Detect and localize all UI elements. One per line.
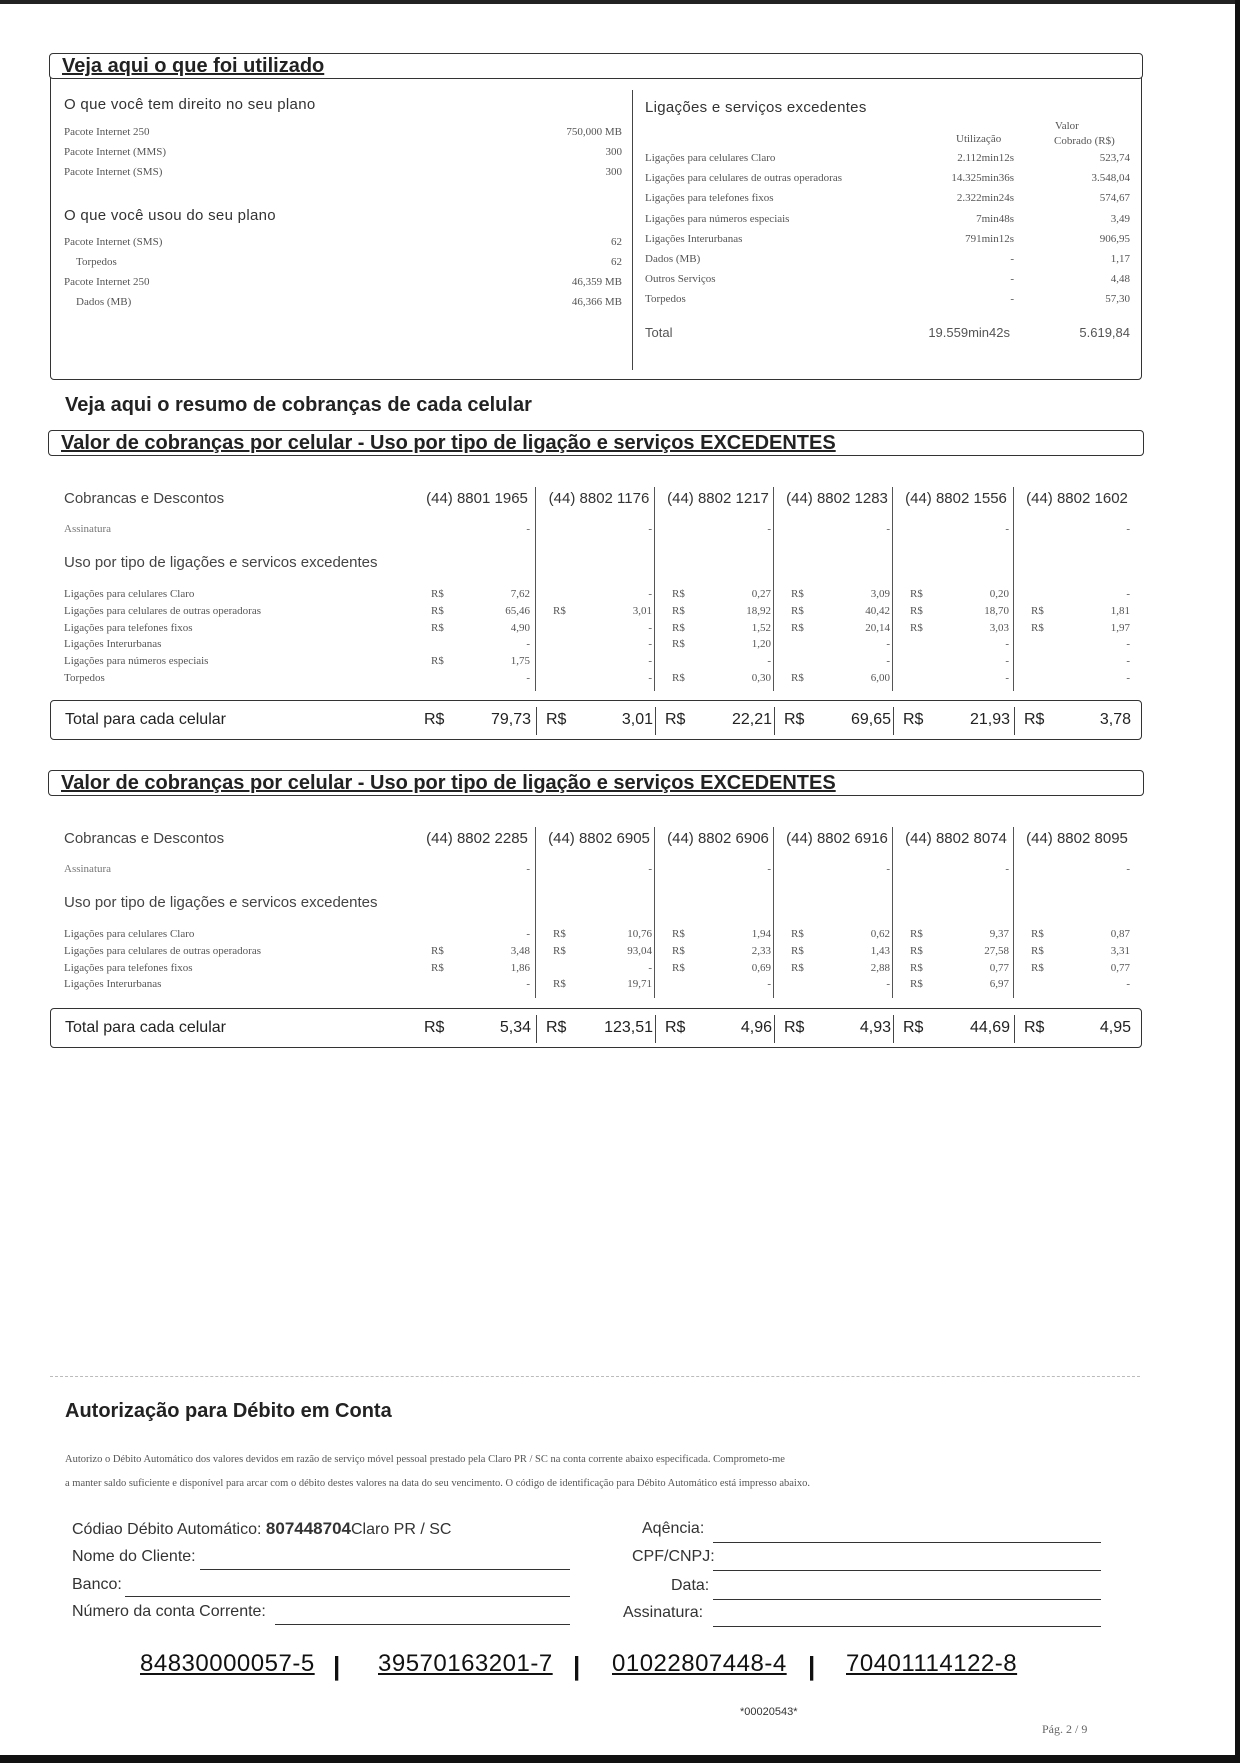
auto-debit-code-value: 807448704 <box>265 1519 351 1538</box>
signature-field[interactable] <box>713 1626 1101 1627</box>
charge-value: - <box>526 672 530 684</box>
total-currency: R$ <box>1024 1019 1045 1036</box>
currency-symbol: R$ <box>1031 928 1044 940</box>
excess-label: Ligações para celulares Claro <box>645 152 776 164</box>
currency-symbol: R$ <box>431 621 444 634</box>
authorization-text-1: Autorizo o Débito Automático dos valores devidos em razão de serviço móvel pessoal prestado pela Claro PR / SC na conta corrente abaixo especificada. Comprometo-me <box>65 1454 785 1465</box>
cpf-cnpj-label: CPF/CNPJ: <box>632 1548 715 1565</box>
charge-value: 65,46 <box>505 604 530 617</box>
total-separator <box>893 1015 894 1043</box>
usage-divider <box>632 90 633 370</box>
phone-column-header: (44) 8802 1602 <box>1026 490 1128 507</box>
charge-value: 93,04 <box>627 944 652 957</box>
currency-symbol: R$ <box>431 588 444 600</box>
excess-label: Torpedos <box>645 293 686 306</box>
total-currency: R$ <box>546 711 567 728</box>
excess-usage: - <box>1010 293 1014 306</box>
total-value: 21,93 <box>969 711 1010 728</box>
subscription-value: - <box>648 863 652 875</box>
excess-label: Ligações Interurbanas <box>645 232 743 245</box>
charge-value: - <box>886 978 890 991</box>
charge-value: - <box>1005 672 1009 684</box>
excess-value: 3.548,04 <box>1091 172 1130 185</box>
cut-line <box>50 1376 1140 1377</box>
subscription-value: - <box>886 523 890 535</box>
currency-symbol: R$ <box>553 604 566 617</box>
charge-value: - <box>1005 655 1009 668</box>
column-separator <box>773 827 774 998</box>
plan-used-label: Pacote Internet 250 <box>64 276 150 288</box>
charge-value: - <box>648 961 652 974</box>
authorization-title: Autorização para Débito em Conta <box>65 1400 392 1422</box>
auto-debit-code-field <box>72 1519 451 1539</box>
col-utilizacao-header: Utilização <box>956 133 1002 145</box>
currency-symbol: R$ <box>672 604 685 617</box>
charges-grid <box>0 827 1240 991</box>
auto-debit-code-suffix: Claro PR / SC <box>351 1521 452 1538</box>
total-value: 3,78 <box>1099 711 1131 728</box>
usage-box-title: Veja aqui o que foi utilizado <box>62 55 325 77</box>
total-separator <box>655 1015 656 1043</box>
charge-value: - <box>648 672 652 684</box>
charge-value: - <box>1126 672 1130 684</box>
charge-value: 1,86 <box>510 961 530 974</box>
currency-symbol: R$ <box>1031 944 1044 957</box>
charge-value: 3,03 <box>989 621 1009 634</box>
total-value: 69,65 <box>850 711 891 728</box>
excess-usage: 2.322min24s <box>956 192 1014 205</box>
charge-row-label: Ligações para celulares Claro <box>64 928 195 940</box>
charge-value: 1,43 <box>870 944 890 957</box>
total-currency: R$ <box>903 1019 924 1036</box>
excess-value: 1,17 <box>1110 253 1130 265</box>
total-currency: R$ <box>665 1019 686 1036</box>
currency-symbol: R$ <box>910 621 923 634</box>
scan-edge-bottom <box>0 1755 1240 1763</box>
charge-value: - <box>767 978 771 991</box>
currency-symbol: R$ <box>672 638 685 651</box>
plan-right-value: 750,000 MB <box>566 126 622 138</box>
charge-value: 1,75 <box>510 655 530 668</box>
bank-field[interactable] <box>125 1596 570 1597</box>
charge-row-label: Ligações para telefones fixos <box>64 961 193 974</box>
currency-symbol: R$ <box>431 604 444 617</box>
excess-label: Ligações para telefones fixos <box>645 192 774 205</box>
subscription-value: - <box>1126 863 1130 875</box>
column-separator <box>654 827 655 998</box>
charge-value: - <box>1126 655 1130 668</box>
charges-table-header-box <box>50 772 1142 796</box>
currency-symbol: R$ <box>910 928 923 940</box>
charge-value: 6,97 <box>989 978 1009 991</box>
charge-value: 6,00 <box>870 672 890 684</box>
column-separator <box>773 487 774 691</box>
charge-row-label: Ligações para números especiais <box>64 655 209 668</box>
excess-usage: - <box>1010 273 1014 286</box>
charge-value: 3,48 <box>510 944 530 957</box>
page-number: Pág. 2 / 9 <box>1042 1722 1088 1736</box>
barcode-separator: | <box>573 1651 581 1681</box>
charge-value: 0,62 <box>870 928 890 940</box>
excess-value: 574,67 <box>1099 192 1130 205</box>
currency-symbol: R$ <box>672 928 685 940</box>
col-valor-header-2: Cobrado (R$) <box>1054 135 1115 147</box>
currency-symbol: R$ <box>431 961 444 974</box>
plan-used-value: 62 <box>611 236 622 248</box>
charge-value: - <box>648 588 652 600</box>
charge-row-label: Ligações para celulares Claro <box>64 588 195 600</box>
excess-usage: 2.112min12s <box>957 152 1014 164</box>
charge-value: - <box>648 621 652 634</box>
total-currency: R$ <box>784 711 805 728</box>
currency-symbol: R$ <box>791 672 804 684</box>
excess-label: Dados (MB) <box>645 253 701 265</box>
total-value: 22,21 <box>731 711 772 728</box>
plan-used-value: 46,359 MB <box>571 276 622 288</box>
column-separator <box>892 827 893 998</box>
total-value: 3,01 <box>621 711 653 728</box>
client-name-field[interactable] <box>200 1569 570 1570</box>
charge-value: 3,01 <box>632 604 652 617</box>
phone-column-header: (44) 8802 1176 <box>548 490 650 507</box>
currency-symbol: R$ <box>1031 621 1044 634</box>
usage-type-label: Uso por tipo de ligações e servicos excedentes <box>64 554 378 571</box>
charge-value: 18,92 <box>746 604 771 617</box>
total-value: 4,93 <box>859 1019 891 1036</box>
excess-usage: 7min48s <box>976 212 1014 225</box>
charge-value: 18,70 <box>984 604 1009 617</box>
phone-column-header: (44) 8802 1217 <box>667 490 769 507</box>
charge-value: 3,09 <box>870 588 890 600</box>
excess-usage: 791min12s <box>965 232 1014 245</box>
charge-row-label: Ligações Interurbanas <box>64 638 162 651</box>
currency-symbol: R$ <box>791 944 804 957</box>
column-separator <box>1013 487 1014 691</box>
barcode-group-4: 70401114122-8 <box>846 1650 1018 1677</box>
total-value: 5,34 <box>499 1019 531 1036</box>
phone-column-header: (44) 8802 6916 <box>786 830 888 847</box>
column-separator <box>535 487 536 691</box>
excess-total-value: 5.619,84 <box>1079 325 1130 340</box>
plan-right-label: Pacote Internet (SMS) <box>64 166 163 178</box>
total-separator <box>536 707 537 735</box>
currency-symbol: R$ <box>672 944 685 957</box>
plan-used-label: Torpedos <box>76 256 117 268</box>
charge-value: - <box>886 638 890 651</box>
currency-symbol: R$ <box>791 604 804 617</box>
subscription-value: - <box>648 523 652 535</box>
total-value: 4,96 <box>740 1019 772 1036</box>
charges-head-label: Cobrancas e Descontos <box>64 490 225 507</box>
total-currency: R$ <box>1024 711 1045 728</box>
charge-value: - <box>648 655 652 668</box>
total-per-phone-label: Total para cada celular <box>65 1019 226 1036</box>
subscription-value: - <box>526 863 530 875</box>
charge-row-label: Torpedos <box>64 672 105 684</box>
col-valor-header-1: Valor <box>1055 120 1079 132</box>
charge-value: - <box>526 978 530 991</box>
date-label: Data: <box>671 1577 710 1594</box>
phone-column-header: (44) 8802 6906 <box>667 830 769 847</box>
total-currency: R$ <box>546 1019 567 1036</box>
charges-table-header <box>48 430 1144 456</box>
charges-table-title: Valor de cobranças por celular - Uso por tipo de ligação e serviços EXCEDENTES <box>61 432 836 454</box>
currency-symbol: R$ <box>791 621 804 634</box>
excess-heading: Ligações e serviços excedentes <box>645 99 867 116</box>
currency-symbol: R$ <box>431 655 444 668</box>
total-value: 4,95 <box>1099 1019 1131 1036</box>
charges-table-title: Valor de cobranças por celular - Uso por tipo de ligação e serviços EXCEDENTES <box>61 772 836 794</box>
column-separator <box>535 827 536 998</box>
plan-rights-heading: O que você tem direito no seu plano <box>64 96 316 113</box>
currency-symbol: R$ <box>791 588 804 600</box>
summary-title: Veja aqui o resumo de cobranças de cada celular <box>65 394 532 416</box>
charge-value: - <box>886 655 890 668</box>
document-code: *00020543* <box>740 1706 798 1718</box>
total-currency: R$ <box>903 711 924 728</box>
charge-value: 1,97 <box>1110 621 1130 634</box>
charge-value: 0,77 <box>989 961 1009 974</box>
column-separator <box>654 487 655 691</box>
charge-value: 9,37 <box>989 928 1009 940</box>
charge-value: 40,42 <box>865 604 890 617</box>
currency-symbol: R$ <box>553 944 566 957</box>
excess-value: 3,49 <box>1110 212 1130 225</box>
total-per-phone-box <box>50 700 1142 740</box>
phone-column-header: (44) 8801 1965 <box>426 490 528 507</box>
plan-right-value: 300 <box>605 166 622 178</box>
currency-symbol: R$ <box>553 978 566 991</box>
agency-field[interactable] <box>713 1542 1101 1543</box>
column-separator <box>892 487 893 691</box>
phone-column-header: (44) 8802 8074 <box>905 830 1007 847</box>
signature-label: Assinatura: <box>623 1604 704 1621</box>
cpf-cnpj-field[interactable] <box>713 1570 1101 1571</box>
excess-value: 906,95 <box>1099 232 1130 245</box>
charge-value: 1,81 <box>1110 604 1130 617</box>
phone-column-header: (44) 8802 8095 <box>1026 830 1128 847</box>
charge-value: - <box>1126 638 1130 651</box>
charge-value: 0,69 <box>751 961 771 974</box>
charge-value: 0,20 <box>989 588 1009 600</box>
total-separator <box>1014 1015 1015 1043</box>
charge-row-label: Ligações Interurbanas <box>64 978 162 991</box>
subscription-label: Assinatura <box>64 863 112 875</box>
charges-head-label: Cobrancas e Descontos <box>64 830 225 847</box>
currency-symbol: R$ <box>1031 604 1044 617</box>
excess-label: Outros Serviços <box>645 273 716 286</box>
currency-symbol: R$ <box>672 672 685 684</box>
plan-right-value: 300 <box>605 146 622 158</box>
plan-used-heading: O que você usou do seu plano <box>64 207 276 224</box>
currency-symbol: R$ <box>910 604 923 617</box>
charge-value: - <box>648 638 652 651</box>
excess-value: 57,30 <box>1105 293 1130 306</box>
authorization-text-2: a manter saldo suficiente e disponível para arcar com o débito destes valores na data do seu vencimento. O código de identificação para Débito Automático está impresso abaixo. <box>65 1478 810 1489</box>
subscription-value: - <box>1005 523 1009 535</box>
column-separator <box>1013 827 1014 998</box>
currency-symbol: R$ <box>672 961 685 974</box>
barcode-separator: | <box>333 1651 341 1681</box>
charge-row-label: Ligações para telefones fixos <box>64 621 193 634</box>
charge-value: 0,27 <box>751 588 771 600</box>
charge-value: 2,88 <box>870 961 890 974</box>
total-currency: R$ <box>665 711 686 728</box>
currency-symbol: R$ <box>553 928 566 940</box>
barcode-group-2: 39570163201-7 <box>378 1650 553 1677</box>
bank-label: Banco: <box>72 1576 122 1593</box>
excess-value: 4,48 <box>1110 273 1130 286</box>
auto-debit-code-label: Códiao Débito Automático: <box>72 1521 262 1538</box>
charge-value: 10,76 <box>627 928 652 940</box>
charge-value: 0,77 <box>1110 961 1130 974</box>
charge-value: 20,14 <box>865 621 890 634</box>
currency-symbol: R$ <box>791 961 804 974</box>
charge-row-label: Ligações para celulares de outras operadoras <box>64 944 261 957</box>
charge-value: 19,71 <box>627 978 652 991</box>
currency-symbol: R$ <box>791 928 804 940</box>
currency-symbol: R$ <box>910 588 923 600</box>
excess-label: Ligações para números especiais <box>645 212 790 225</box>
usage-box-header <box>49 53 1143 79</box>
excess-label: Ligações para celulares de outras operadoras <box>645 172 842 185</box>
date-field[interactable] <box>713 1599 1101 1600</box>
total-value: 44,69 <box>969 1019 1010 1036</box>
phone-column-header: (44) 8802 1283 <box>786 490 888 507</box>
excess-total-label: Total <box>645 325 673 340</box>
currency-symbol: R$ <box>431 944 444 957</box>
total-currency: R$ <box>424 711 445 728</box>
charge-value: - <box>526 928 530 940</box>
plan-right-label: Pacote Internet 250 <box>64 126 150 138</box>
total-currency: R$ <box>784 1019 805 1036</box>
plan-used-label: Dados (MB) <box>76 296 132 308</box>
charge-value: 1,52 <box>751 621 771 634</box>
charges-table-header-box <box>50 432 1142 456</box>
charge-value: 4,90 <box>510 621 530 634</box>
phone-column-header: (44) 8802 6905 <box>548 830 650 847</box>
currency-symbol: R$ <box>672 621 685 634</box>
currency-symbol: R$ <box>910 944 923 957</box>
charge-value: 7,62 <box>510 588 530 600</box>
total-value: 79,73 <box>490 711 531 728</box>
charges-grid <box>0 487 1240 687</box>
currency-symbol: R$ <box>910 961 923 974</box>
phone-column-header: (44) 8802 2285 <box>426 830 528 847</box>
barcode-group-1: 84830000057-5 <box>140 1650 315 1677</box>
total-separator <box>1014 707 1015 735</box>
total-separator <box>536 1015 537 1043</box>
plan-right-label: Pacote Internet (MMS) <box>64 146 167 158</box>
total-per-phone-box <box>50 1008 1142 1048</box>
charge-value: - <box>767 655 771 668</box>
total-separator <box>893 707 894 735</box>
client-name-label: Nome do Cliente: <box>72 1548 196 1565</box>
phone-column-header: (44) 8802 1556 <box>905 490 1007 507</box>
total-separator <box>774 707 775 735</box>
charge-value: - <box>1005 638 1009 651</box>
agency-label: Aqência: <box>642 1520 705 1537</box>
plan-used-label: Pacote Internet (SMS) <box>64 236 163 248</box>
scan-edge-top <box>0 0 1240 4</box>
charge-value: - <box>1126 588 1130 600</box>
usage-type-label: Uso por tipo de ligações e servicos excedentes <box>64 894 378 911</box>
excess-usage: - <box>1010 253 1014 265</box>
charge-value: - <box>1126 978 1130 991</box>
barcode-separator: | <box>808 1651 816 1681</box>
charge-row-label: Ligações para celulares de outras operadoras <box>64 604 261 617</box>
plan-used-value: 62 <box>611 256 622 268</box>
excess-total-usage: 19.559min42s <box>928 325 1010 340</box>
charge-value: 1,20 <box>751 638 771 651</box>
subscription-value: - <box>1005 863 1009 875</box>
account-number-label: Número da conta Corrente: <box>72 1603 266 1620</box>
total-per-phone-label: Total para cada celular <box>65 711 226 728</box>
charge-value: 3,31 <box>1110 944 1130 957</box>
account-number-field[interactable] <box>275 1624 570 1625</box>
excess-usage: 14.325min36s <box>951 172 1014 185</box>
charge-value: - <box>526 638 530 651</box>
total-separator <box>655 707 656 735</box>
subscription-value: - <box>886 863 890 875</box>
total-separator <box>774 1015 775 1043</box>
currency-symbol: R$ <box>910 978 923 991</box>
total-currency: R$ <box>424 1019 445 1036</box>
subscription-value: - <box>767 523 771 535</box>
subscription-label: Assinatura <box>64 523 112 535</box>
charge-value: 0,30 <box>751 672 771 684</box>
charge-value: 2,33 <box>751 944 771 957</box>
plan-used-value: 46,366 MB <box>571 296 622 308</box>
charges-table-header <box>48 770 1144 796</box>
subscription-value: - <box>767 863 771 875</box>
barcode-group-3: 01022807448-4 <box>612 1650 787 1677</box>
currency-symbol: R$ <box>672 588 685 600</box>
subscription-value: - <box>1126 523 1130 535</box>
charge-value: 27,58 <box>984 944 1009 957</box>
total-value: 123,51 <box>604 1019 653 1036</box>
charge-value: 0,87 <box>1110 928 1130 940</box>
subscription-value: - <box>526 523 530 535</box>
currency-symbol: R$ <box>1031 961 1044 974</box>
excess-value: 523,74 <box>1099 152 1130 164</box>
charge-value: 1,94 <box>751 928 771 940</box>
